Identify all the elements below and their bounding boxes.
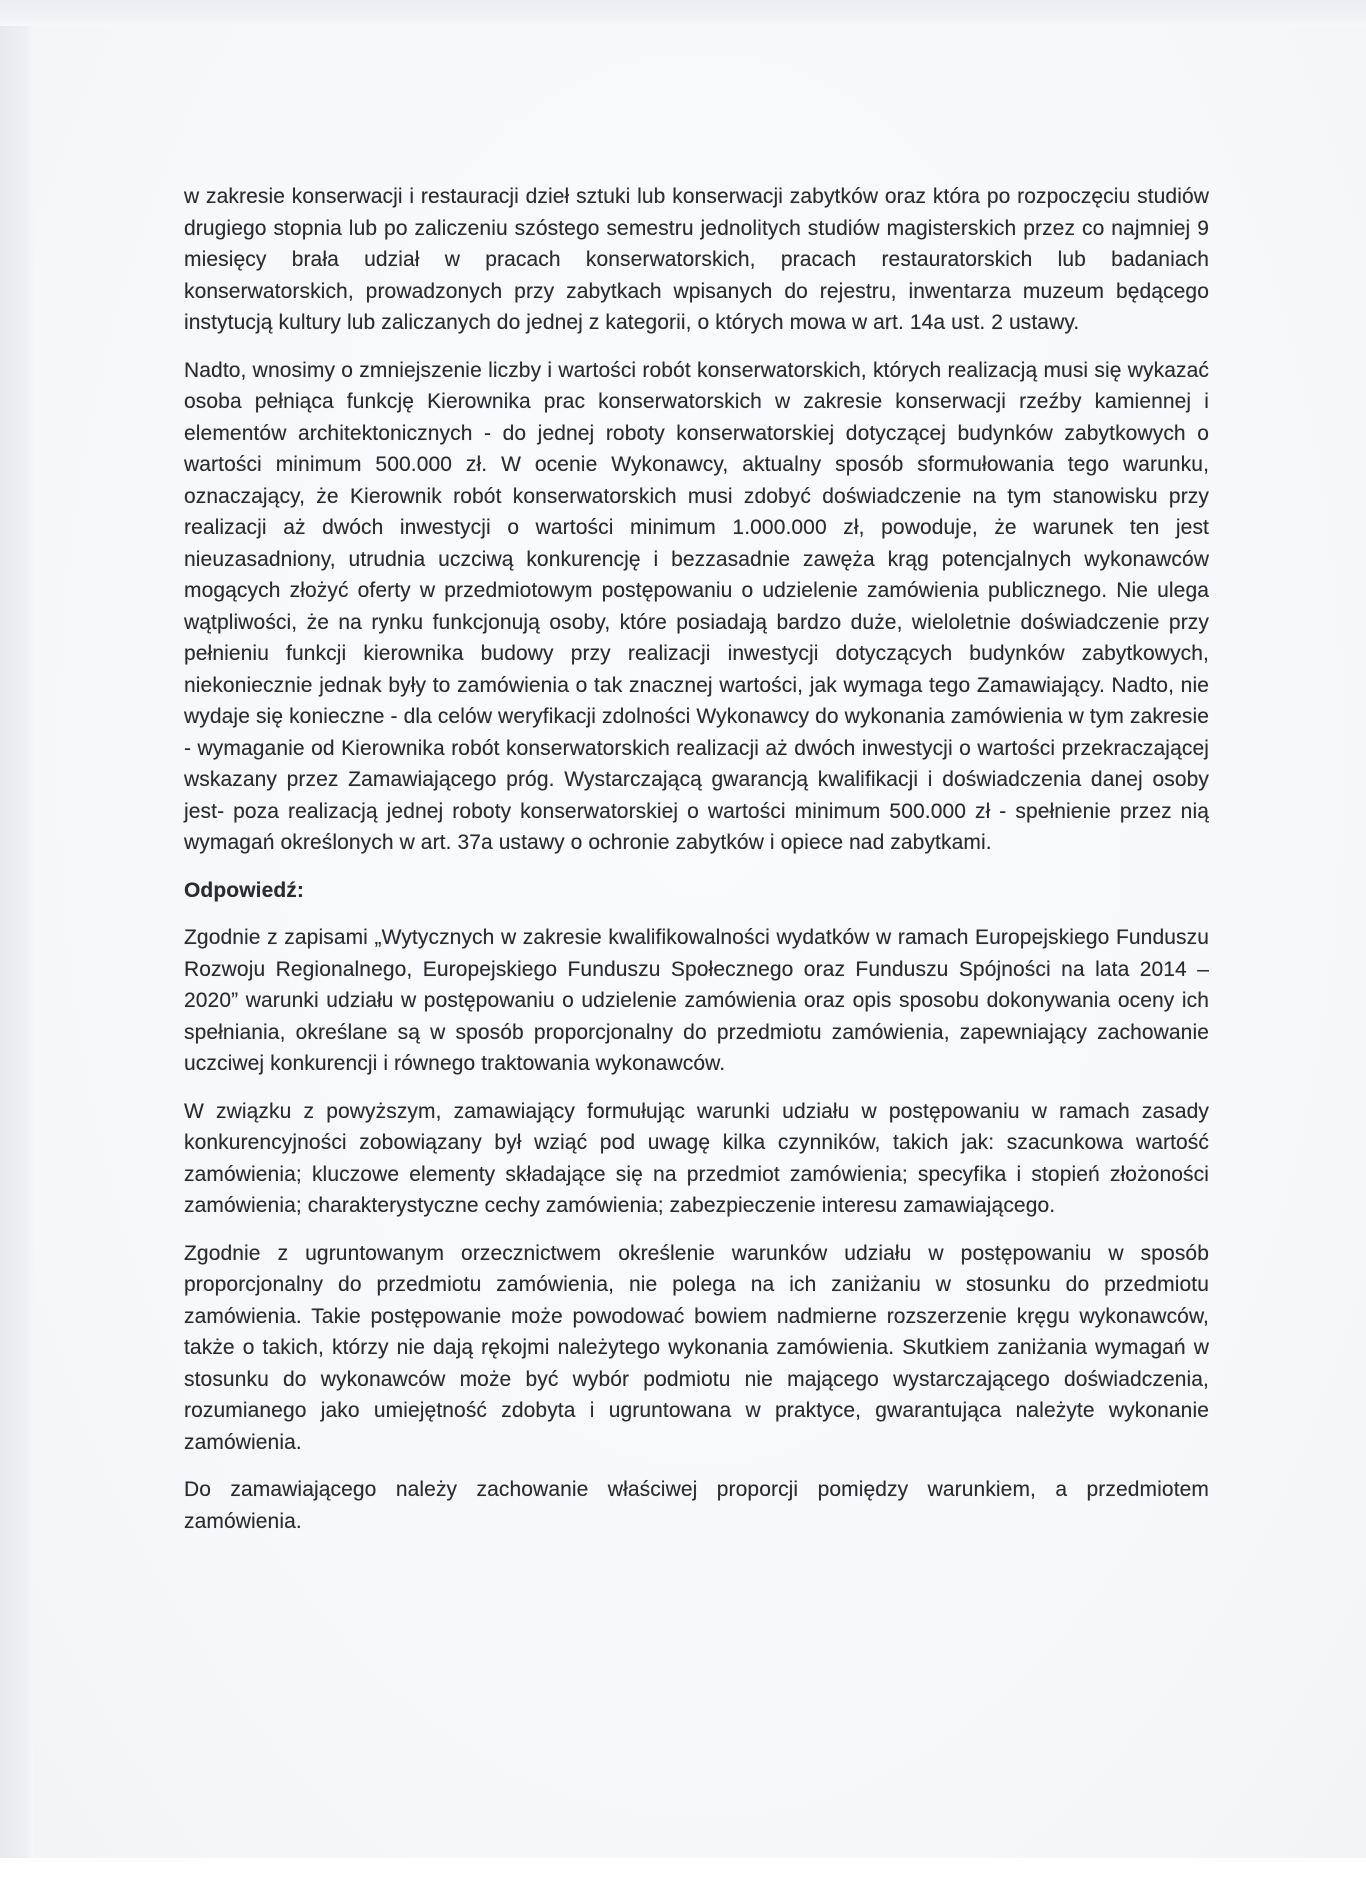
paragraph-guidelines: Zgodnie z zapisami „Wytycznych w zakresie kwalifikowalności wydatków w ramach Europejskiego Funduszu Rozwoju Regionalnego, Europejskiego Funduszu Społecznego oraz Funduszu Spójności na lata 2014 – 2020” warunki udziału w postępowaniu o udzielenie zamówienia oraz opis sposobu dokonywania oceny ich spełniania, określane są w sposób proporcjonalny do przedmiotu zamówienia, zapewniający zachowanie uczciwej konkurencji i równego traktowania wykonawców. xyxy=(184,926,1209,1075)
paragraph-factors: W związku z powyższym, zamawiający formułując warunki udziału w postępowaniu w ramach zasady konkurencyjności zobowiązany był wziąć pod uwagę kilka czynników, takich jak: szacunkowa wartość zamówienia; kluczowe elementy składające się na przedmiot zamówienia; specyfika i stopień złożoności zamówienia; charakterystyczne cechy zamówienia; zabezpieczenie interesu zamawiającego. xyxy=(184,1099,1209,1217)
scan-edge-left xyxy=(0,0,34,1886)
scan-edge-bottom xyxy=(0,1858,1366,1886)
paragraph-case-law: Zgodnie z ugruntowanym orzecznictwem określenie warunków udziału w postępowaniu w sposób proporcjonalny do przedmiotu zamówienia, nie polega na ich zaniżaniu w stosunku do przedmiotu zamówienia. Takie postępowanie może powodować bowiem nadmierne rozszerzenie kręgu wykonawców, także o takich, którzy nie dają rękojmi należytego wykonania zamówienia. Skutkiem zaniżania wymagań w stosunku do wykonawców może być wybór podmiotu nie mającego wystarczającego doświadczenia, rozumianego jako umiejętność zdobyta i ugruntowana w praktyce, gwarantująca należyte wykonanie zamówienia. xyxy=(184,1241,1209,1454)
scan-edge-top xyxy=(0,0,1366,26)
scanned-page xyxy=(34,26,1366,1858)
paragraph-proportion: Do zamawiającego należy zachowanie właściwej proporcji pomiędzy warunkiem, a przedmiotem zamówienia. xyxy=(184,1478,1209,1533)
answer-heading: Odpowiedź: xyxy=(184,878,304,902)
paragraph-education-requirements: w zakresie konserwacji i restauracji dzieł sztuki lub konserwacji zabytków oraz która po rozpoczęciu studiów drugiego stopnia lub po zaliczeniu szóstego semestru jednolitych studiów magisterskich przez co najmniej 9 miesięcy brała udział w pracach konserwatorskich, pracach restauratorskich lub badaniach konserwatorskich, prowadzonych przy zabytkach wpisanych do rejestru, inwentarza muzeum będącego instytucją kultury lub zaliczanych do jednej z kategorii, o których mowa w art. 14a ust. 2 ustawy. xyxy=(184,185,1209,334)
document-text xyxy=(184,181,1209,1553)
paragraph-request-reduction: Nadto, wnosimy o zmniejszenie liczby i wartości robót konserwatorskich, których realizacją musi się wykazać osoba pełniąca funkcję Kierownika prac konserwatorskich w zakresie konserwacji rzeźby kamiennej i elementów architektonicznych - do jednej roboty konserwatorskiej dotyczącej budynków zabytkowych o wartości minimum 500.000 zł. W ocenie Wykonawcy, aktualny sposób sformułowania tego warunku, oznaczający, że Kierownik robót konserwatorskich musi zdobyć doświadczenie na tym stanowisku przy realizacji aż dwóch inwestycji o wartości minimum 1.000.000 zł, powoduje, że warunek ten jest nieuzasadniony, utrudnia uczciwą konkurencję i bezzasadnie zawęża krąg potencjalnych wykonawców mogących złożyć oferty w przedmiotowym postępowaniu o udzielenie zamówienia publicznego. Nie ulega wątpliwości, że na rynku funkcjonują osoby, które posiadają bardzo duże, wieloletnie doświadczenie przy pełnieniu funkcji kierownika budowy przy realizacji inwestycji dotyczących budynków zabytkowych, niekoniecznie jednak były to zamówienia o tak znacznej wartości, jak wymaga tego Zamawiający. Nadto, nie wydaje się konieczne - dla celów weryfikacji zdolności Wykonawcy do wykonania zamówienia w tym zakresie - wymaganie od Kierownika robót konserwatorskich realizacji aż dwóch inwestycji o wartości przekraczającej wskazany przez Zamawiającego próg. Wystarczającą gwarancją kwalifikacji i doświadczenia danej osoby jest- poza realizacją jednej roboty konserwatorskiej o wartości minimum 500.000 zł - spełnienie przez nią wymagań określonych w art. 37a ustawy o ochronie zabytków i opiece nad zabytkami. xyxy=(184,358,1209,854)
